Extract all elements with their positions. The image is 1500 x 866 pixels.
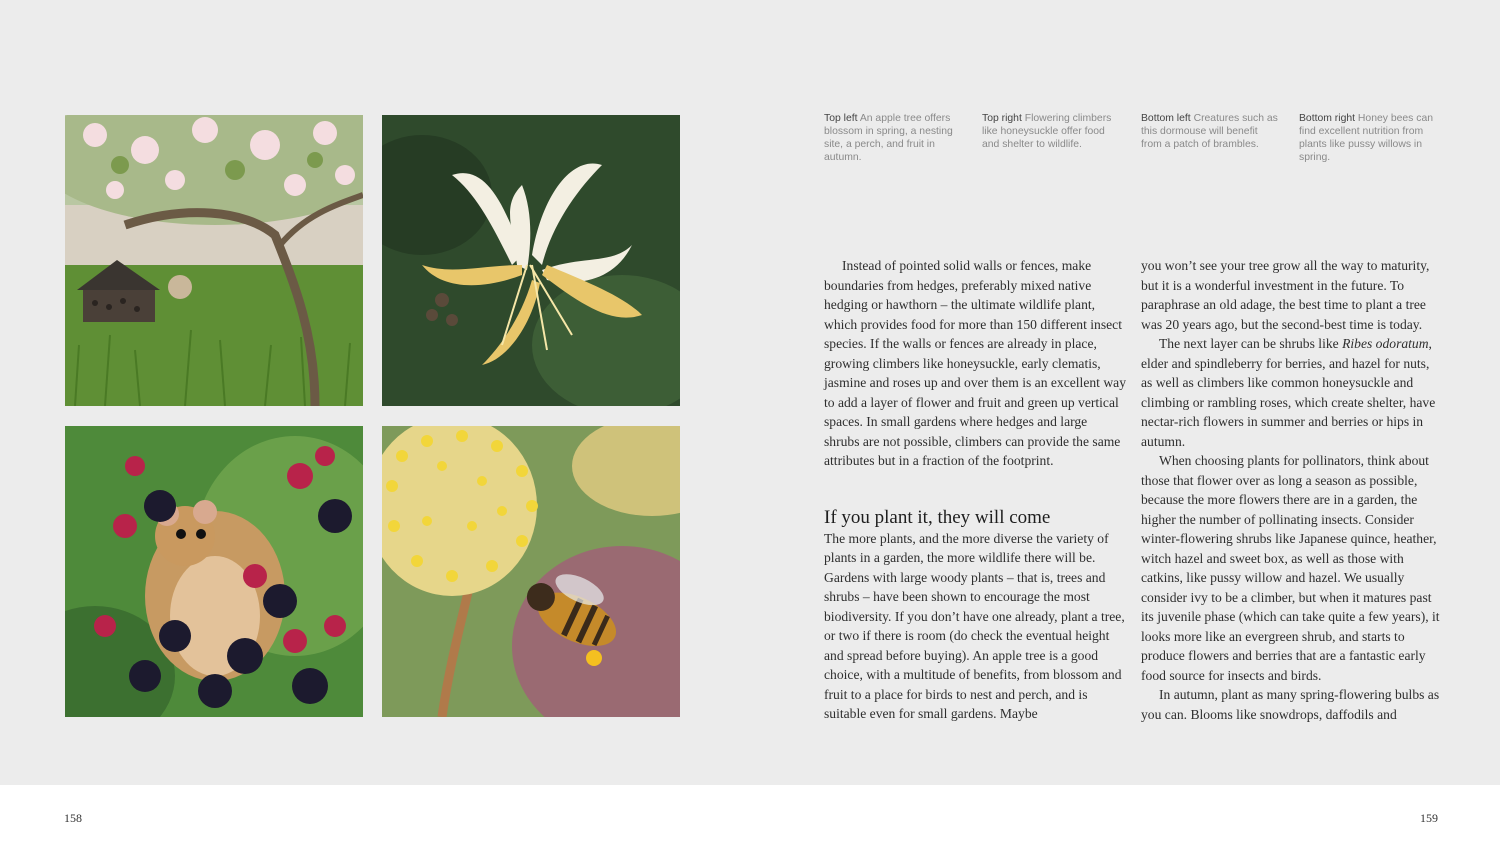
body-column-left xyxy=(824,256,1126,724)
plant-name-italic: Ribes odoratum xyxy=(1342,336,1429,351)
caption-text: Flowering climbers like honeysuckle offer food and shelter to wildlife. xyxy=(982,113,1112,150)
caption-label: Bottom right xyxy=(1299,113,1356,124)
caption-bottom-left xyxy=(1141,112,1281,151)
bee-willow-photo xyxy=(382,426,680,717)
page-number-left: 158 xyxy=(64,811,82,825)
caption-text: Creatures such as this dormouse will benefit from a patch of brambles. xyxy=(1141,113,1278,150)
body-paragraph: you won’t see your tree grow all the way to maturity, but it is a wonderful investment in the future. To paraphrase an old adage, the best time to plant a tree was 20 years ago, but the second-best time is today. xyxy=(1141,258,1430,332)
caption-text: An apple tree offers blossom in spring, a nesting site, a perch, and fruit in autumn. xyxy=(824,113,953,163)
text-run: , elder and spindleberry for berries, and hazel for nuts, as well as climbers like common honeysuckle and climbing or rambling roses, which create shelter, have nectar-rich flowers in summer and berries or hips in autumn. xyxy=(1141,336,1436,449)
honeysuckle-photo xyxy=(382,115,680,406)
caption-label: Top right xyxy=(982,113,1022,124)
body-column-right xyxy=(1141,256,1441,724)
caption-label: Bottom left xyxy=(1141,113,1191,124)
body-paragraph: The more plants, and the more diverse the variety of plants in a garden, the more wildlife there will be. Gardens with large woody plants – that is, trees and shrubs – have been shown to encourage the most biodiversity. If you don’t have one already, plant a tree, or two if there is room (do check the eventual height and spread before buying). An apple tree is a good choice, with a multitude of benefits, from blossom and fruit to a place for birds to nest and perch, and is suitable even for small gardens. Maybe xyxy=(824,530,1125,721)
section-heading: If you plant it, they will come xyxy=(824,506,1051,528)
caption-text: Honey bees can find excellent nutrition from plants like pussy willows in spring. xyxy=(1299,113,1434,163)
caption-top-right xyxy=(982,112,1122,151)
body-paragraph: In autumn, plant as many spring-flowering bulbs as you can. Blooms like snowdrops, daffodils and xyxy=(1141,687,1440,722)
body-paragraph: Instead of pointed solid walls or fences, make boundaries from hedges, preferably mixed native hedging or hawthorn – the ultimate wildlife plant, which provides food for more than 150 different insect species. If the walls or fences are already in place, growing climbers like honeysuckle, early clematis, jasmine and roses up and over them is an excellent way to add a layer of flower and fruit and green up vertical spaces. In small gardens where hedges and large shrubs are not possible, climbers can provide the same attributes but in a fraction of the footprint. xyxy=(824,258,1126,468)
caption-label: Top left xyxy=(824,113,858,124)
apple-tree-photo xyxy=(65,115,363,406)
caption-bottom-right xyxy=(1299,112,1439,164)
body-paragraph: When choosing plants for pollinators, think about those that flower over as long a season as possible, because the more flowers there are in a garden, the higher the number of pollinating insects. Consider winter-flowering shrubs like Japanese quince, heather, witch hazel and sweet box, as well as those with catkins, like pussy willow and hazel. We usually consider ivy to be a climber, but when it matures past its juvenile phase (which can take quite a few years), it looks more like an evergreen shrub, and starts to produce flowers and berries that are a fantastic early food source for insects and birds. xyxy=(1141,453,1440,683)
caption-top-left xyxy=(824,112,964,164)
dormouse-photo xyxy=(65,426,363,717)
text-run: The next layer can be shrubs like xyxy=(1159,336,1343,351)
page-number-right: 159 xyxy=(1420,811,1438,825)
body-paragraph xyxy=(1141,334,1441,451)
